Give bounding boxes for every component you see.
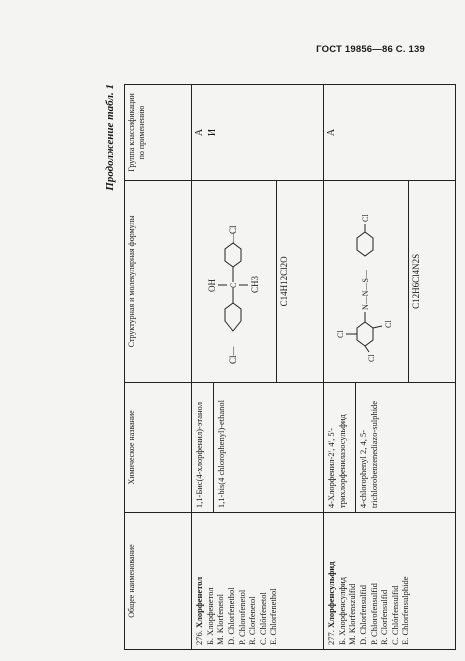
rotated-table-region [102, 80, 464, 650]
structure-label: Cl [361, 214, 370, 223]
table-header-row [125, 85, 192, 650]
classification-code: И [206, 128, 218, 137]
structure-label: OH [207, 279, 217, 293]
classification-cell [192, 85, 324, 181]
pesticide-table [124, 84, 456, 650]
table-continuation-label: Продолжение табл. 1 [104, 84, 116, 191]
formula-cell [324, 181, 456, 383]
structure-diagram [330, 196, 400, 366]
synonym: C. Chlórfensulfid [389, 585, 400, 645]
molecular-formula: C12H6Cl4N2S [408, 181, 422, 382]
synonym: P. Chlorofensulfid [368, 583, 379, 645]
entry-common-name: Хлорфенсульфид [326, 561, 336, 628]
synonym: P. Chlorofenetol [236, 589, 247, 645]
col-header-common-name: Общее наименование [125, 513, 192, 650]
page-header: ГОСТ 19856—86 С. 139 [316, 44, 425, 55]
classification-code: А [194, 128, 205, 137]
chemical-name-en: 1,1-bis(4 chlorophenyl)-ethanol [213, 383, 227, 512]
entry-number: 277. [326, 630, 336, 645]
structure-label: Cl [367, 354, 376, 363]
synonym: R. Clorfenetol [247, 596, 258, 645]
synonym: М. Klorfenszulfid [347, 583, 358, 645]
structure-diagram [198, 196, 268, 366]
chemical-name-ru: 4-Хлорфенил-2', 4', 5'-трихлорфенилазосульфид [326, 414, 347, 509]
structure-label: —Cl [228, 225, 238, 244]
structure-label: Cl [384, 320, 393, 329]
col-header-chemical-name: Химическое название [125, 382, 192, 512]
col-header-formula: Структурная и молекулярная формулы [125, 181, 192, 383]
molecular-formula: C14H12Cl2O [276, 181, 290, 382]
synonym: М. Klorfenetol [215, 594, 226, 645]
synonym: Б. Хлорфенетол [204, 587, 215, 645]
synonym: D. Chlorfensulfid [357, 585, 368, 645]
svg-text:C: C [229, 282, 238, 289]
classification-code: А [326, 128, 337, 137]
structure-label: Cl— [228, 346, 238, 365]
table-row [192, 85, 324, 650]
chemical-name-en: 4-chlorophenyl 2, 4, 5-trichlorobenzenediazo-sulphide [355, 383, 379, 512]
synonym: C. Chlórfenetol [257, 592, 268, 645]
synonym: E. Chlorfensulphide [400, 576, 411, 645]
chemical-name-cell [324, 382, 456, 512]
synonym: Б. Хлорфенсулфид [336, 577, 347, 645]
chemical-name-cell [192, 382, 324, 512]
structure-label: Cl [336, 330, 345, 339]
formula-cell [192, 181, 324, 383]
synonym: D. Chlorfenethol [225, 587, 236, 645]
common-name-cell [324, 513, 456, 650]
col-header-classification: Группа классификации по применению [125, 85, 192, 181]
synonym: E. Chlorfenethol [268, 588, 279, 645]
chemical-name-ru: 1,1-Бис(4-хлорфенил)-этанол [194, 402, 204, 509]
entry-common-name: Хлорфенетол [194, 576, 204, 628]
entry-number: 276. [194, 630, 204, 645]
synonym: R. Clorfensulfid [379, 589, 390, 645]
structure-label: N—N—S— [361, 270, 370, 311]
common-name-cell [192, 513, 324, 650]
classification-cell [324, 85, 456, 181]
table-row [324, 85, 456, 650]
structure-label: CH3 [250, 276, 260, 294]
